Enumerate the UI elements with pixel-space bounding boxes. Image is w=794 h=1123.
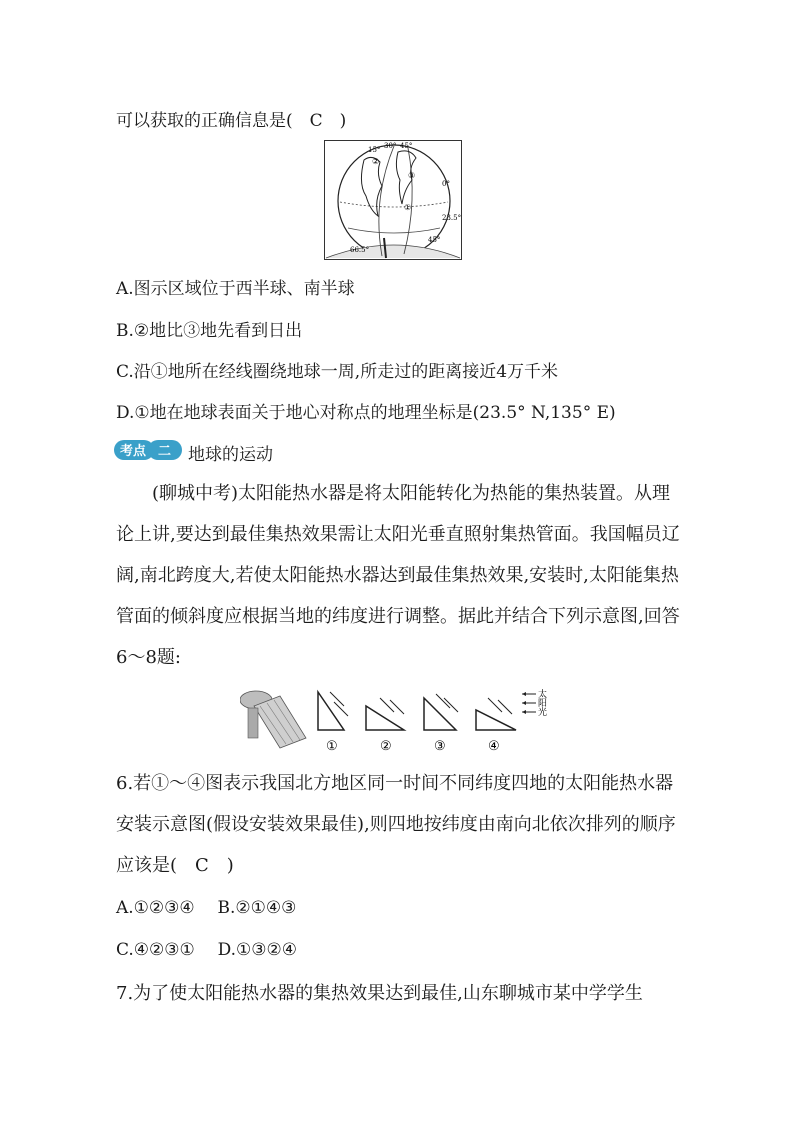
figure-label-4: ④ — [488, 739, 500, 754]
sun-label-2: 阳 — [538, 699, 548, 709]
figure-label-3: ③ — [434, 739, 446, 754]
q6-options-row1 — [116, 898, 296, 918]
figure-label-1: ① — [326, 739, 338, 754]
label-30: 30° — [384, 142, 397, 150]
q6-option-c: C.④②③① — [116, 940, 195, 960]
point-2: ② — [372, 157, 380, 166]
sun-label-1: 太 — [538, 690, 548, 700]
label-23: 23.5° — [442, 214, 462, 222]
q5-stem: 可以获取的正确信息是( C ) — [116, 111, 347, 131]
q6-stem: 6.若①～④图表示我国北方地区同一时间不同纬度四地的太阳能热水器安装示意图(假设安装效果最佳),则四地按纬度由南向北依次排列的顺序应该是( C ) — [116, 773, 676, 876]
q6-option-a: A.①②③④ — [116, 898, 195, 918]
diagram-2 — [366, 698, 404, 730]
section-badge — [114, 440, 182, 460]
sun-label-3: 光 — [538, 708, 548, 718]
q6-options-row2 — [116, 940, 297, 960]
globe-figure — [324, 140, 462, 260]
point-3: ③ — [408, 171, 416, 180]
q5-option-d: D.①地在地球表面关于地心对称点的地理坐标是(23.5° N,135° E) — [116, 403, 616, 423]
q6-option-b: B.②①④③ — [217, 898, 297, 918]
badge-left: 考点 — [120, 444, 147, 459]
badge-right: 二 — [158, 444, 172, 459]
label-66: 66.5° — [350, 246, 370, 254]
solar-heater-icon — [240, 691, 306, 748]
section-title: 地球的运动 — [188, 445, 273, 465]
point-1: ① — [404, 203, 412, 212]
figure-label-2: ② — [380, 739, 392, 754]
diagram-1 — [318, 692, 348, 730]
q5-option-a: A.图示区域位于西半球、南半球 — [116, 279, 355, 299]
intro-paragraph: (聊城中考)太阳能热水器是将太阳能转化为热能的集热装置。从理论上讲,要达到最佳集热效果需让太阳光垂直照射集热管面。我国幅员辽阔,南北跨度大,若使太阳能热水器达到最佳集热效果,安装时,太阳能集热管面的倾斜度应根据当地的纬度进行调整。据此并结合下列示意图,回答6～8题: — [116, 483, 680, 668]
sunlight-arrows — [522, 692, 536, 714]
label-15: 15° — [368, 146, 381, 154]
diagram-3 — [424, 694, 458, 730]
diagram-4 — [476, 698, 516, 730]
q5-option-c: C.沿①地所在经线圈绕地球一周,所走过的距离接近4万千米 — [116, 362, 559, 382]
q7-stem: 7.为了使太阳能热水器的集热效果达到最佳,山东聊城市某中学学生 — [116, 983, 643, 1004]
solar-heater-figure — [240, 686, 560, 756]
label-0: 0° — [442, 180, 450, 188]
q6-option-d: D.①③②④ — [217, 940, 297, 960]
q5-option-b: B.②地比③地先看到日出 — [116, 321, 303, 341]
label-45-top: 45° — [400, 142, 413, 150]
label-45-bottom: 45° — [428, 236, 441, 244]
